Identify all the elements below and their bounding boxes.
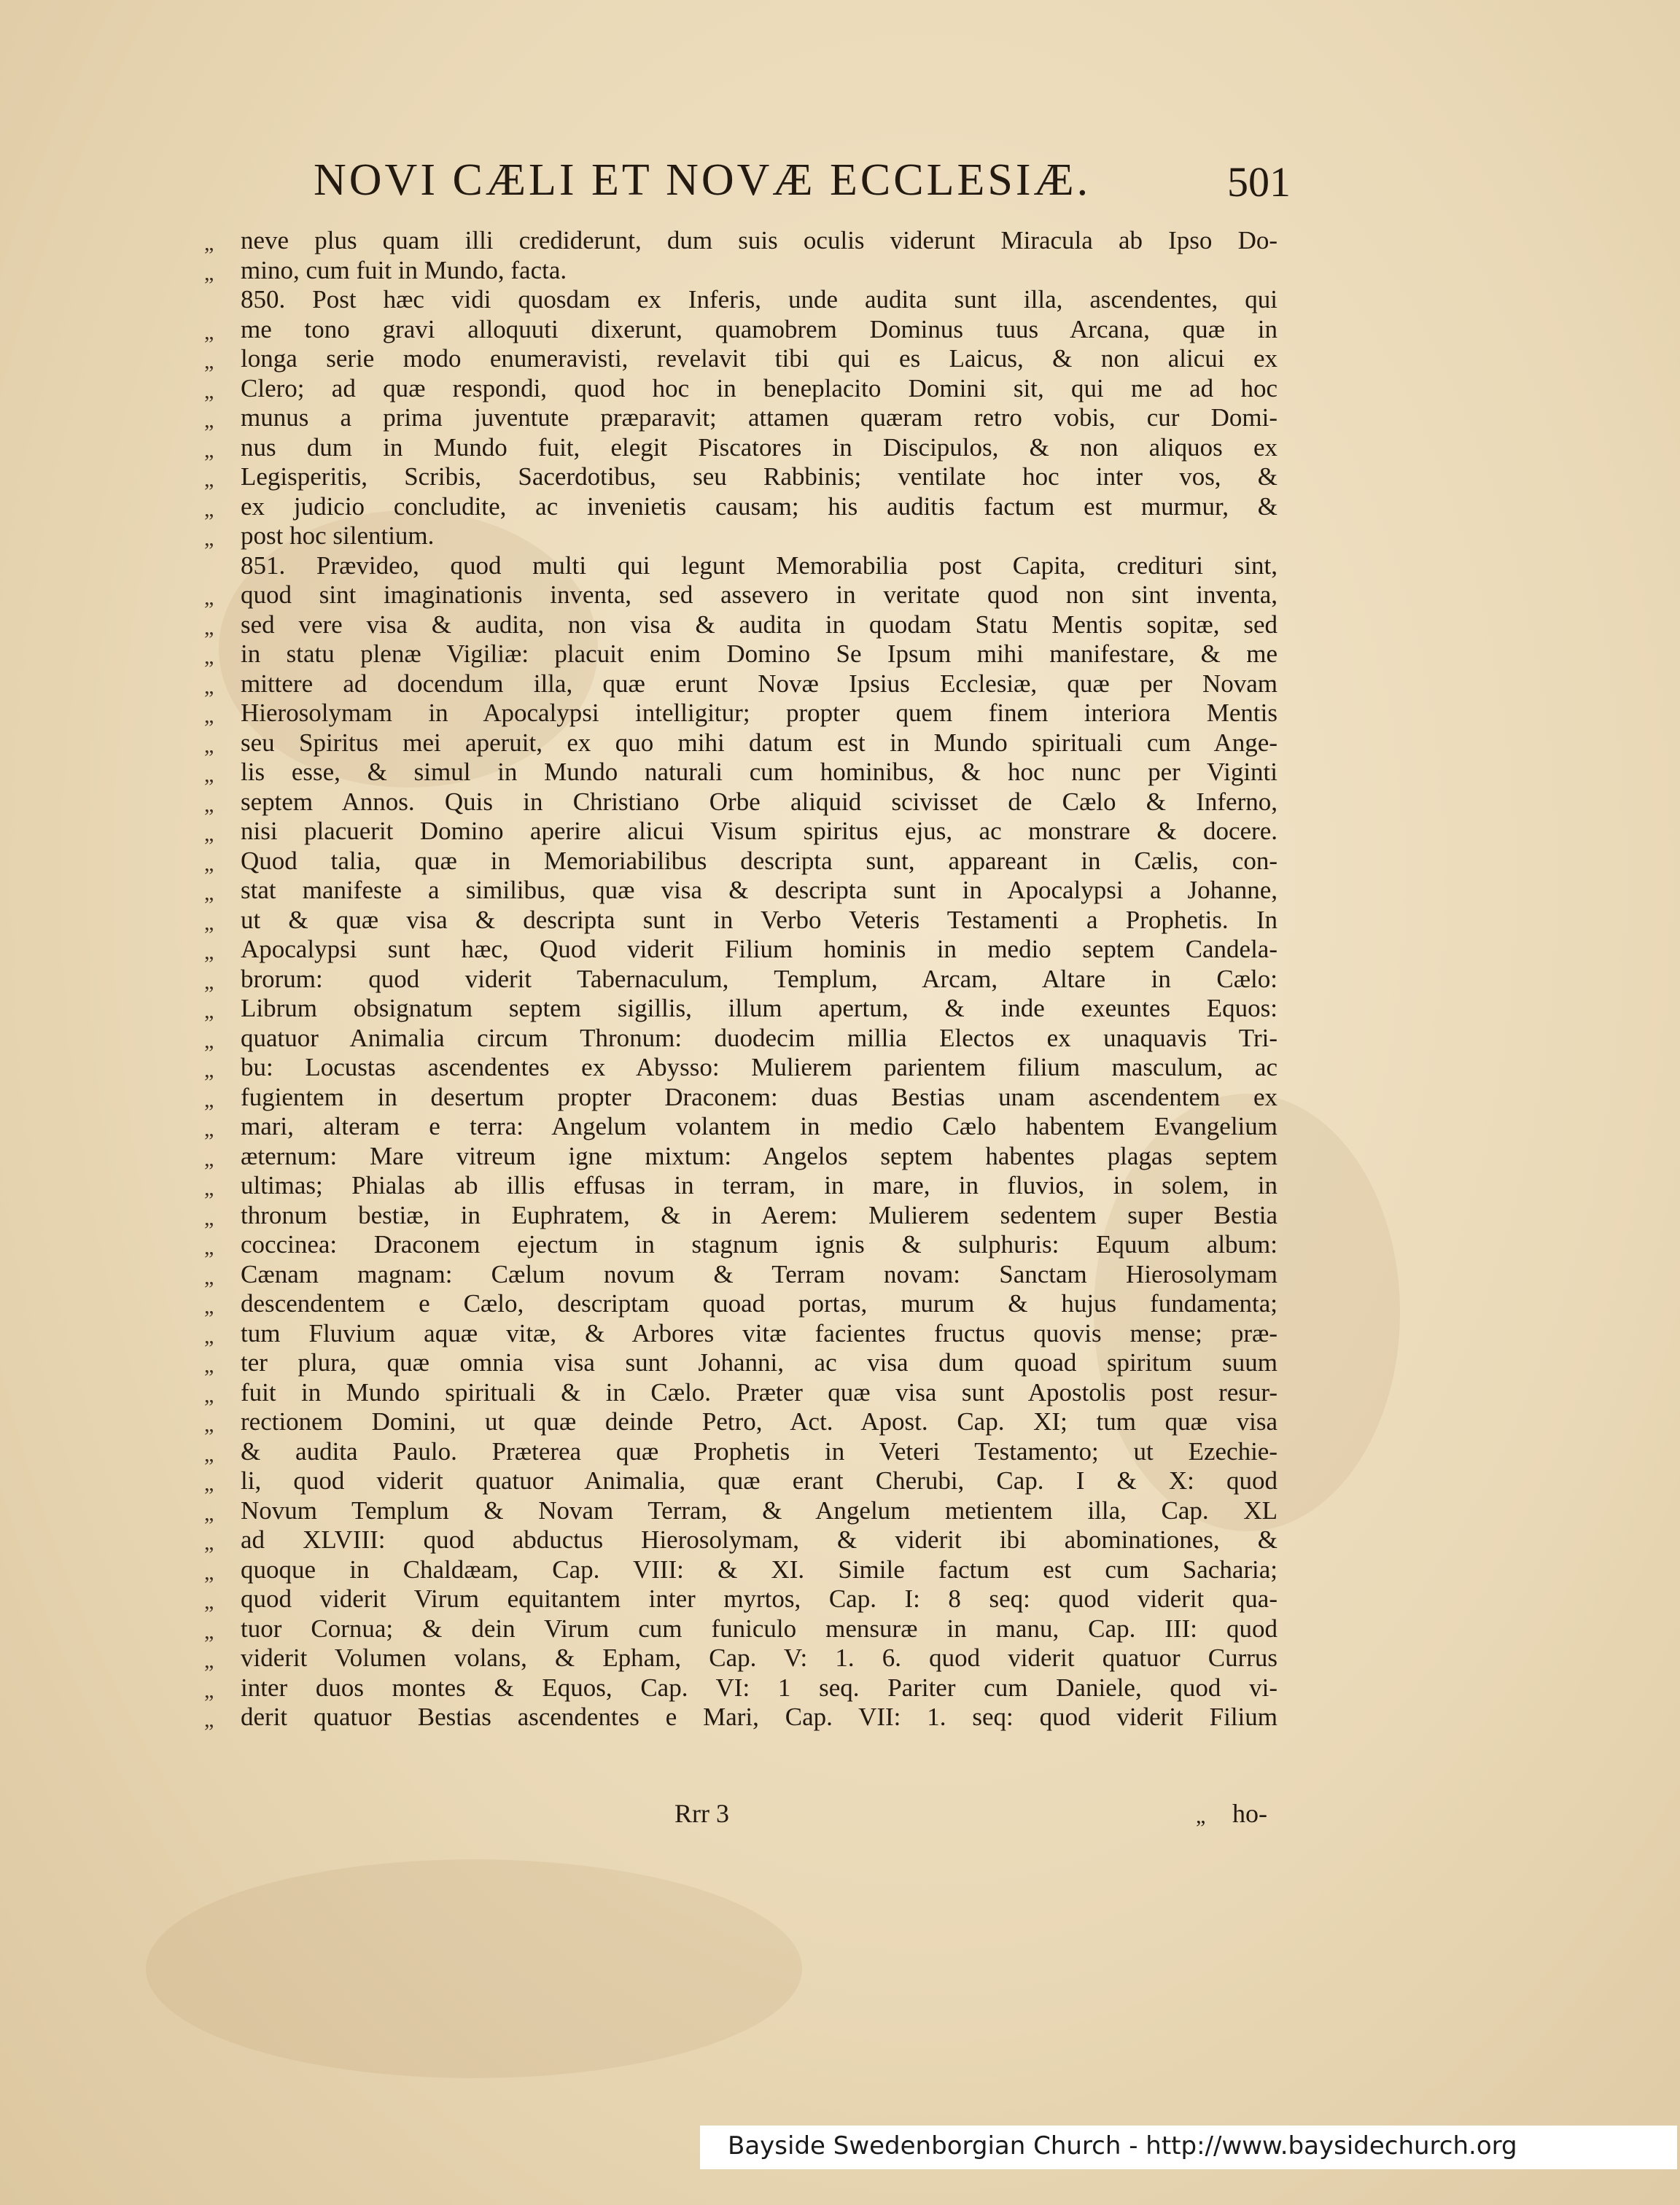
quote-mark: „ xyxy=(204,1146,214,1171)
line-text: stat manifeste a similibus, quæ visa & descripta sunt in Apocalypsi a Johanne, xyxy=(241,876,1278,904)
quote-mark: „ xyxy=(204,438,214,462)
quote-mark: „ xyxy=(204,378,214,403)
quote-mark: „ xyxy=(204,1442,214,1466)
text-line xyxy=(204,1053,1283,1083)
quote-mark: „ xyxy=(204,851,214,876)
line-text: coccinea: Draconem ejectum in stagnum ignis & sulphuris: Equum album: xyxy=(241,1230,1278,1259)
quote-mark: „ xyxy=(204,1323,214,1348)
signature-mark: Rrr 3 xyxy=(674,1799,729,1828)
quote-mark: „ xyxy=(204,1382,214,1407)
quote-mark: „ xyxy=(204,733,214,758)
quote-mark: „ xyxy=(204,1678,214,1703)
line-text: thronum bestiæ, in Euphratem, & in Aerem: Mulierem sedentem super Bestia xyxy=(241,1200,1278,1229)
text-line xyxy=(204,403,1283,433)
quote-mark: „ xyxy=(204,763,214,787)
text-line xyxy=(204,521,1283,551)
line-text: Librum obsignatum septem sigillis, illum apertum, & inde exeuntes Equos: xyxy=(241,994,1278,1022)
quote-mark: „ xyxy=(204,999,214,1023)
watermark-text: Bayside Swedenborgian Church - http://www.baysidechurch.org xyxy=(728,2131,1517,2161)
line-text: me tono gravi alloquuti dixerunt, quamobrem Dominus tuus Arcana, quæ in xyxy=(241,314,1278,343)
quote-mark: „ xyxy=(204,910,214,935)
quote-mark: „ xyxy=(204,1087,214,1112)
line-text: mittere ad docendum illa, quæ erunt Novæ Ipsius Ecclesiæ, quæ per Novam xyxy=(241,669,1278,698)
text-line xyxy=(204,994,1283,1024)
quote-mark: „ xyxy=(204,1649,214,1673)
catchword: ho- xyxy=(1232,1799,1267,1828)
quote-mark: „ xyxy=(204,615,214,639)
text-line xyxy=(204,758,1283,788)
quote-mark: „ xyxy=(204,940,214,964)
quote-mark: „ xyxy=(204,1205,214,1230)
line-text: munus a prima juventute præparavit; attamen quæram retro vobis, cur Domi- xyxy=(241,403,1278,432)
text-line xyxy=(204,256,1283,286)
text-line xyxy=(204,906,1283,936)
quote-mark: „ xyxy=(204,1471,214,1496)
quote-mark: „ xyxy=(204,1117,214,1141)
text-line xyxy=(204,669,1283,699)
quote-mark: „ xyxy=(204,1176,214,1200)
quote-mark: „ xyxy=(204,969,214,994)
line-text: ter plura, quæ omnia visa sunt Johanni, ac visa dum quoad spiritum suum xyxy=(241,1348,1278,1377)
quote-mark: „ xyxy=(204,319,214,344)
text-line xyxy=(204,1142,1283,1172)
line-text: viderit Volumen volans, & Epham, Cap. V: 1. 6. quod viderit quatuor Currus xyxy=(241,1644,1278,1672)
text-line xyxy=(204,935,1283,965)
line-text: Quod talia, quæ in Memoriabilibus descripta sunt, appareant in Cælis, con- xyxy=(241,846,1278,875)
text-line xyxy=(204,1584,1283,1614)
text-line xyxy=(204,1319,1283,1349)
quote-mark: „ xyxy=(204,674,214,699)
text-line xyxy=(204,1230,1283,1260)
text-line xyxy=(204,1614,1283,1644)
quote-mark: „ xyxy=(204,881,214,905)
text-line xyxy=(204,1348,1283,1378)
text-line xyxy=(204,285,1283,315)
line-text: quatuor Animalia circum Thronum: duodecim millia Electos ex unaquavis Tri- xyxy=(241,1023,1278,1052)
quote-mark: „ xyxy=(204,260,214,285)
text-line xyxy=(204,1201,1283,1231)
quote-mark: „ xyxy=(204,1058,214,1082)
text-line xyxy=(204,580,1283,610)
text-line xyxy=(204,965,1283,995)
line-text: ultimas; Phialas ab illis effusas in terram, in mare, in fluvios, in solem, in xyxy=(241,1171,1278,1199)
line-text: Apocalypsi sunt hæc, Quod viderit Filium hominis in medio septem Candela- xyxy=(241,935,1278,963)
text-line xyxy=(204,876,1283,906)
quote-mark: „ xyxy=(204,1619,214,1644)
line-text: brorum: quod viderit Tabernaculum, Templum, Arcam, Altare in Cælo: xyxy=(241,964,1278,993)
text-line xyxy=(204,1673,1283,1703)
text-line xyxy=(204,315,1283,345)
line-text: quod viderit Virum equitantem inter myrtos, Cap. I: 8 seq: quod viderit qua- xyxy=(241,1584,1278,1613)
quote-mark: „ xyxy=(204,704,214,728)
quote-mark: „ xyxy=(204,1412,214,1436)
line-text: derit quatuor Bestias ascendentes e Mari, Cap. VII: 1. seq: quod viderit Filium xyxy=(241,1703,1278,1731)
text-line xyxy=(204,1703,1283,1732)
quote-mark: „ xyxy=(204,1264,214,1289)
line-text: mino, cum fuit in Mundo, facta. xyxy=(241,255,567,284)
text-line xyxy=(204,462,1283,492)
line-text: longa serie modo enumeravisti, revelavit tibi qui es Laicus, & non alicui ex xyxy=(241,344,1278,373)
line-text: nus dum in Mundo fuit, elegit Piscatores in Discipulos, & non aliquos ex xyxy=(241,432,1278,462)
line-text: li, quod viderit quatuor Animalia, quæ erant Cherubi, Cap. I & X: quod xyxy=(241,1466,1278,1495)
line-text: mari, alteram e terra: Angelum volantem in medio Cælo habentem Evangelium xyxy=(241,1112,1278,1140)
line-text: ad XLVIII: quod abductus Hierosolymam, & viderit ibi abominationes, & xyxy=(241,1525,1278,1554)
line-text: descendentem e Cælo, descriptam quoad portas, murum & hujus fundamenta; xyxy=(241,1289,1278,1318)
line-text: fugientem in desertum propter Draconem: duas Bestias unam ascendentem ex xyxy=(241,1082,1278,1111)
running-title: NOVI CÆLI ET NOVÆ ECCLESIÆ. xyxy=(314,155,1092,205)
line-text: 851. Prævideo, quod multi qui legunt Memorabilia post Capita, credituri sint, xyxy=(241,551,1278,580)
quote-mark: „ xyxy=(204,1294,214,1318)
quote-mark: „ xyxy=(204,1235,214,1259)
text-line xyxy=(204,788,1283,817)
paper-stain xyxy=(146,1859,802,2078)
quote-mark: „ xyxy=(204,1531,214,1555)
line-text: sed vere visa & audita, non visa & audita in quodam Statu Mentis sopitæ, sed xyxy=(241,610,1278,639)
text-line xyxy=(204,226,1283,256)
line-text: lis esse, & simul in Mundo naturali cum hominibus, & hoc nunc per Viginti xyxy=(241,758,1278,786)
quote-mark: „ xyxy=(204,526,214,551)
text-line xyxy=(204,492,1283,522)
text-line xyxy=(204,1644,1283,1673)
line-text: Cænam magnam: Cælum novum & Terram novam: Sanctam Hierosolymam xyxy=(241,1259,1278,1288)
text-line xyxy=(204,728,1283,758)
quote-mark: „ xyxy=(204,645,214,669)
text-line xyxy=(204,1378,1283,1408)
line-text: ex judicio concludite, ac invenietis causam; his auditis factum est murmur, & xyxy=(241,491,1278,521)
line-text: æternum: Mare vitreum igne mixtum: Angelos septem habentes plagas septem xyxy=(241,1141,1278,1170)
text-line xyxy=(204,1555,1283,1585)
line-text: ut & quæ visa & descripta sunt in Verbo Veteris Testamenti a Prophetis. In xyxy=(241,905,1278,934)
quote-mark: „ xyxy=(204,231,214,255)
quote-mark: „ xyxy=(204,1501,214,1525)
line-text: seu Spiritus mei aperuit, ex quo mihi datum est in Mundo spirituali cum Ange- xyxy=(241,728,1278,757)
page-header xyxy=(314,155,1291,210)
line-text: tum Fluvium aquæ vitæ, & Arbores vitæ facientes fructus quovis mense; præ- xyxy=(241,1318,1278,1348)
line-text: nisi placuerit Domino aperire alicui Visum spiritus ejus, ac monstrare & docere. xyxy=(241,817,1278,845)
text-line xyxy=(204,551,1283,581)
text-line xyxy=(204,1466,1283,1496)
text-line xyxy=(204,1083,1283,1113)
line-text: Novum Templum & Novam Terram, & Angelum metientem illa, Cap. XL xyxy=(241,1496,1278,1525)
line-text: Clero; ad quæ respondi, quod hoc in beneplacito Domini sit, qui me ad hoc xyxy=(241,373,1278,402)
quote-mark: „ xyxy=(204,467,214,491)
quote-mark: „ xyxy=(204,1560,214,1584)
line-text: Hierosolymam in Apocalypsi intelligitur; propter quem finem interiora Mentis xyxy=(241,699,1278,727)
text-line xyxy=(204,1260,1283,1290)
text-line xyxy=(204,610,1283,640)
quote-mark: „ xyxy=(204,1353,214,1377)
line-text: bu: Locustas ascendentes ex Abysso: Mulierem parientem filium masculum, ac xyxy=(241,1053,1278,1081)
text-line xyxy=(204,1024,1283,1054)
text-line xyxy=(204,1289,1283,1319)
text-line xyxy=(204,374,1283,404)
text-line xyxy=(204,1437,1283,1467)
line-text: inter duos montes & Equos, Cap. VI: 1 seq. Pariter cum Daniele, quod vi- xyxy=(241,1673,1278,1702)
line-text: & audita Paulo. Præterea quæ Prophetis in Veteri Testamento; ut Ezechie- xyxy=(241,1436,1278,1466)
quote-mark: „ xyxy=(204,408,214,432)
text-line xyxy=(204,817,1283,847)
text-line xyxy=(204,639,1283,669)
line-text: rectionem Domini, ut quæ deinde Petro, Act. Apost. Cap. XI; tum quæ visa xyxy=(241,1407,1278,1436)
line-text: fuit in Mundo spirituali & in Cælo. Præter quæ visa sunt Apostolis post resur- xyxy=(241,1377,1278,1407)
text-line xyxy=(204,1112,1283,1142)
text-line xyxy=(204,1496,1283,1526)
line-text: septem Annos. Quis in Christiano Orbe aliquid scivisset de Cælo & Inferno, xyxy=(241,787,1278,816)
text-line xyxy=(204,433,1283,463)
quote-mark: „ xyxy=(204,586,214,610)
quote-mark: „ xyxy=(204,792,214,817)
quote-mark: „ xyxy=(204,1590,214,1614)
line-text: tuor Cornua; & dein Virum cum funiculo mensuræ in manu, Cap. III: quod xyxy=(241,1614,1278,1643)
quote-mark: „ xyxy=(204,349,214,373)
text-line xyxy=(204,1407,1283,1437)
quote-mark: „ xyxy=(204,1708,214,1732)
line-text: neve plus quam illi crediderunt, dum suis oculis viderunt Miracula ab Ipso Do- xyxy=(241,226,1278,254)
quote-mark: „ xyxy=(204,1028,214,1053)
page-number: 501 xyxy=(1227,158,1291,206)
text-line xyxy=(204,1525,1283,1555)
line-text: in statu plenæ Vigiliæ: placuit enim Domino Se Ipsum mihi manifestare, & me xyxy=(241,639,1278,668)
line-text: post hoc silentium. xyxy=(241,521,435,550)
catchword-quote-mark: „ xyxy=(1196,1804,1206,1828)
line-text: quoque in Chaldæam, Cap. VIII: & XI. Simile factum est cum Sacharia; xyxy=(241,1555,1278,1584)
text-line xyxy=(204,344,1283,374)
quote-mark: „ xyxy=(204,497,214,521)
text-line xyxy=(204,699,1283,728)
quote-mark: „ xyxy=(204,822,214,846)
line-text: Legisperitis, Scribis, Sacerdotibus, seu Rabbinis; ventilate hoc inter vos, & xyxy=(241,462,1278,491)
text-line xyxy=(204,847,1283,876)
watermark-banner xyxy=(700,2126,1677,2169)
body-text xyxy=(204,226,1283,1732)
line-text: quod sint imaginationis inventa, sed assevero in veritate quod non sint inventa, xyxy=(241,580,1278,609)
text-line xyxy=(204,1171,1283,1201)
line-text: 850. Post hæc vidi quosdam ex Inferis, unde audita sunt illa, ascendentes, qui xyxy=(241,285,1278,314)
